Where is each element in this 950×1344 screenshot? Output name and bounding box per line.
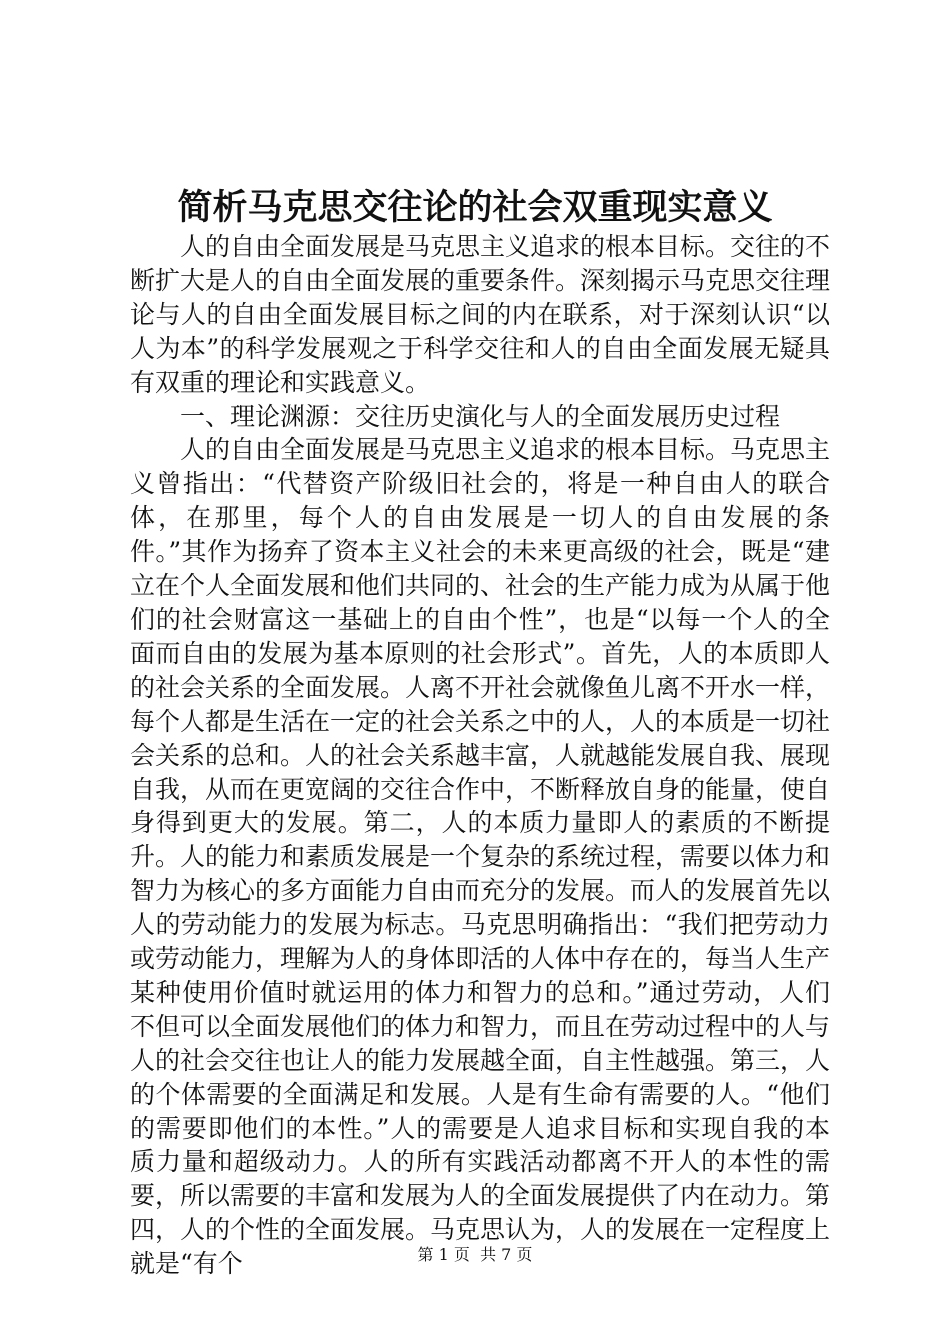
document-title: 简析马克思交往论的社会双重现实意义 [177,187,773,228]
section-heading: 一、理论渊源：交往历史演化与人的全面发展历史过程 [180,401,781,431]
page-number-footer: 第 1 页 共 7 页 [417,1245,533,1264]
paragraph-intro: 人的自由全面发展是马克思主义追求的根本目标。交往的不断扩大是人的自由全面发展的重要条件。深刻揭示马克思交往理论与人的自由全面发展目标之间的内在联系，对于深刻认识“以人为本”的科学发展观之于科学交往和人的自由全面发展无疑具有双重的理论和实践意义。 [130,232,831,397]
document-body [130,230,830,1281]
paragraph-main: 人的自由全面发展是马克思主义追求的根本目标。马克思主义曾指出：“代替资产阶级旧社会的，将是一种自由人的联合体，在那里，每个人的自由发展是一切人的自由发展的条件。”其作为扬弃了资本主义社会的未来更高级的社会，既是“建立在个人全面发展和他们共同的、社会的生产能力成为从属于他们的社会财富这一基础上的自由个性”，也是“以每一个人的全面而自由的发展为基本原则的社会形式”。首先，人的本质即人的社会关系的全面发展。人离不开社会就像鱼儿离不开水一样，每个人都是生活在一定的社会关系之中的人，人的本质是一切社会关系的总和。人的社会关系越丰富，人就越能发展自我、展现自我，从而在更宽阔的交往合作中，不断释放自身的能量，使自身得到更大的发展。第二，人的本质力量即人的素质的不断提升。人的能力和素质发展是一个复杂的系统过程，需要以体力和智力为核心的多方面能力自由而充分的发展。而人的发展首先以人的劳动能力的发展为标志。马克思明确指出：“我们把劳动力或劳动能力，理解为人的身体即活的人体中存在的，每当人生产某种使用价值时就运用的体力和智力的总和。”通过劳动，人们不但可以全面发展他们的体力和智力，而且在劳动过程中的人与人的社会交往也让人的能力发展越全面，自主性越强。第三，人的个体需要的全面满足和发展。人是有生命有需要的人。“他们的需要即他们的本性。”人的需要是人追求目标和实现自我的本质力量和超级动力。人的所有实践活动都离不开人的本性的需要，所以需要的丰富和发展为人的全面发展提供了内在动力。第四，人的个性的全面发展。马克思认为，人的发展在一定程度上就是“有个 [130,435,831,1279]
